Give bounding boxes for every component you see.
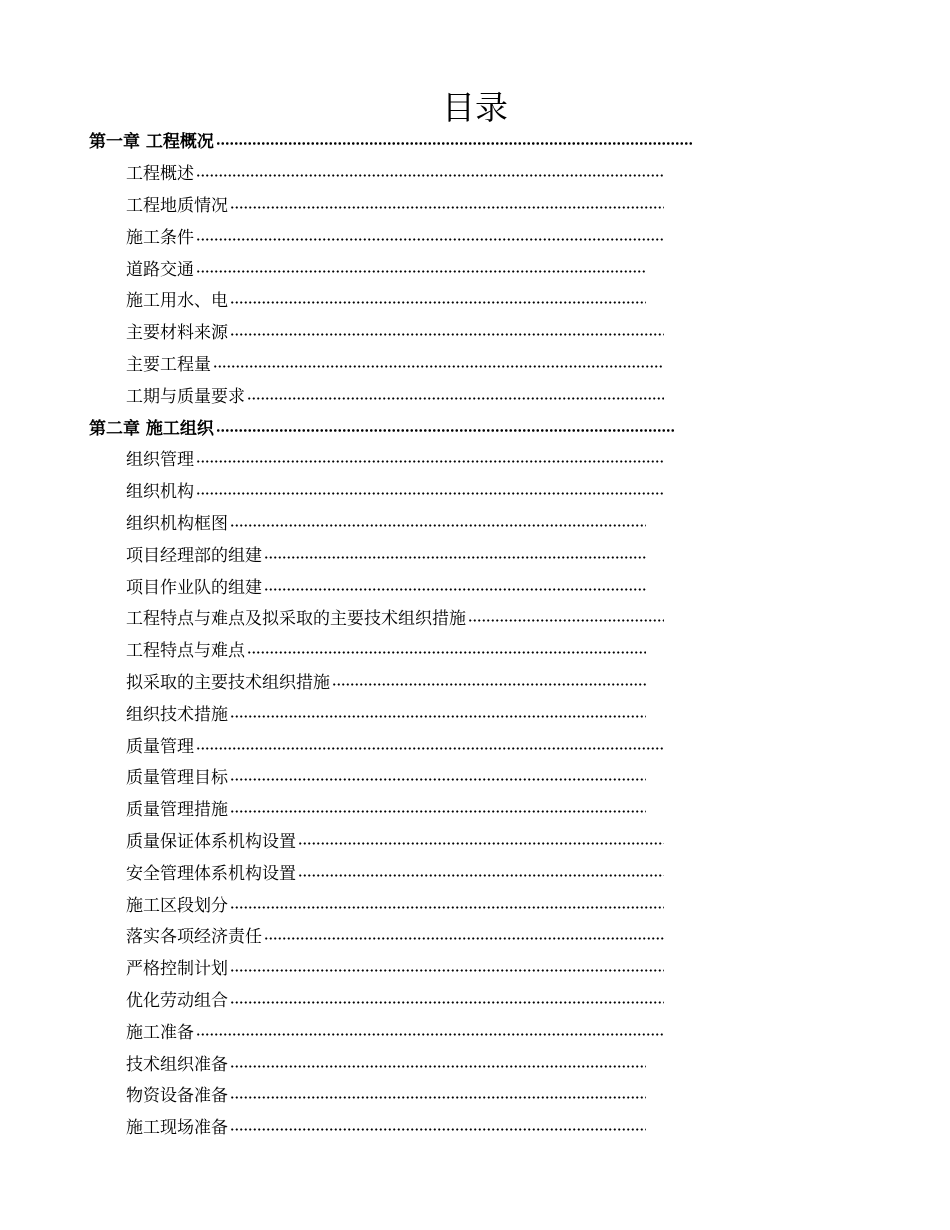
toc-entry-text: 质量管理目标 — [126, 768, 228, 789]
toc-section-entry[interactable] — [0, 824, 950, 856]
dot-leader — [230, 1001, 664, 1004]
toc-entry-text: 落实各项经济责任 — [126, 927, 262, 948]
dot-leader — [230, 810, 646, 813]
toc-entry-text: 组织技术措施 — [126, 704, 228, 725]
toc-entry-text: 组织机构 — [126, 482, 194, 503]
dot-leader — [468, 619, 664, 622]
toc-section-entry[interactable] — [0, 251, 950, 283]
dot-leader — [230, 906, 664, 909]
toc-entry-text: 道路交通 — [126, 259, 194, 280]
toc-entry-text: 组织管理 — [126, 450, 194, 471]
toc-section-entry[interactable] — [0, 537, 950, 569]
dot-leader — [196, 238, 664, 241]
dot-leader — [298, 874, 664, 877]
toc-entry-text: 工程概述 — [126, 164, 194, 185]
dot-leader — [230, 1128, 646, 1131]
toc-section-entry[interactable] — [0, 792, 950, 824]
toc-entry-text: 安全管理体系机构设置 — [126, 863, 296, 884]
toc-entry-text: 质量管理 — [126, 736, 194, 757]
toc-entry-text: 工程地质情况 — [126, 195, 228, 216]
toc-entry-text: 质量保证体系机构设置 — [126, 831, 296, 852]
toc-section-entry[interactable] — [0, 474, 950, 506]
toc-entry-text: 施工准备 — [126, 1022, 194, 1043]
toc-entry-text: 主要材料来源 — [126, 323, 228, 344]
dot-leader — [298, 842, 664, 845]
dot-leader — [196, 492, 664, 495]
toc-section-entry[interactable] — [0, 887, 950, 919]
toc-section-entry[interactable] — [0, 919, 950, 951]
toc-section-entry[interactable] — [0, 219, 950, 251]
dot-leader — [213, 365, 664, 368]
toc-entry-text: 工程特点与难点 — [126, 641, 245, 662]
toc-section-entry[interactable] — [0, 442, 950, 474]
toc-entry-text: 组织机构框图 — [126, 513, 228, 534]
toc-entry-text: 技术组织准备 — [126, 1054, 228, 1075]
toc-entry-text: 施工用水、电 — [126, 291, 228, 312]
toc-entry-text: 拟采取的主要技术组织措施 — [126, 672, 330, 693]
toc-chapter-entry[interactable] — [0, 124, 950, 156]
toc-section-entry[interactable] — [0, 1110, 950, 1142]
toc-entry-text: 优化劳动组合 — [126, 990, 228, 1011]
toc-section-entry[interactable] — [0, 1078, 950, 1110]
toc-entry-text: 施工条件 — [126, 227, 194, 248]
dot-leader — [196, 270, 646, 273]
dot-leader — [230, 1065, 646, 1068]
toc-entry-text: 物资设备准备 — [126, 1086, 228, 1107]
toc-entry-text: 工程特点与难点及拟采取的主要技术组织措施 — [126, 609, 466, 630]
dot-leader — [230, 969, 664, 972]
dot-leader — [196, 174, 664, 177]
toc-section-entry[interactable] — [0, 760, 950, 792]
toc-section-entry[interactable] — [0, 347, 950, 379]
toc-section-entry[interactable] — [0, 506, 950, 538]
toc-entry-text: 施工区段划分 — [126, 895, 228, 916]
dot-leader — [332, 683, 646, 686]
toc-entry-text: 严格控制计划 — [126, 959, 228, 980]
toc-entry-text: 主要工程量 — [126, 354, 211, 375]
dot-leader — [216, 429, 674, 432]
toc-section-entry[interactable] — [0, 696, 950, 728]
toc-section-entry[interactable] — [0, 1046, 950, 1078]
dot-leader — [230, 333, 664, 336]
toc-section-entry[interactable] — [0, 601, 950, 633]
dot-leader — [196, 1033, 664, 1036]
toc-section-entry[interactable] — [0, 855, 950, 887]
toc-section-entry[interactable] — [0, 378, 950, 410]
dot-leader — [247, 651, 646, 654]
toc-section-entry[interactable] — [0, 569, 950, 601]
toc-chapter-entry[interactable] — [0, 410, 950, 442]
dot-leader — [264, 937, 664, 940]
dot-leader — [264, 556, 646, 559]
dot-leader — [264, 588, 646, 591]
dot-leader — [196, 460, 664, 463]
toc-section-entry[interactable] — [0, 283, 950, 315]
toc-section-entry[interactable] — [0, 315, 950, 347]
dot-leader — [247, 397, 664, 400]
toc-section-entry[interactable] — [0, 983, 950, 1015]
dot-leader — [230, 778, 646, 781]
toc-title: 目录 — [442, 88, 508, 127]
toc-section-entry[interactable] — [0, 665, 950, 697]
dot-leader — [230, 206, 664, 209]
dot-leader — [230, 715, 646, 718]
dot-leader — [216, 142, 692, 145]
toc-list — [0, 124, 950, 1142]
toc-entry-text: 第一章 工程概况 — [89, 132, 214, 153]
dot-leader — [196, 747, 664, 750]
toc-entry-text: 项目经理部的组建 — [126, 545, 262, 566]
toc-section-entry[interactable] — [0, 951, 950, 983]
toc-section-entry[interactable] — [0, 188, 950, 220]
toc-entry-text: 第二章 施工组织 — [89, 418, 214, 439]
toc-section-entry[interactable] — [0, 728, 950, 760]
toc-entry-text: 质量管理措施 — [126, 800, 228, 821]
toc-section-entry[interactable] — [0, 633, 950, 665]
dot-leader — [230, 1096, 646, 1099]
toc-entry-text: 项目作业队的组建 — [126, 577, 262, 598]
toc-entry-text: 工期与质量要求 — [126, 386, 245, 407]
toc-entry-text: 施工现场准备 — [126, 1118, 228, 1139]
toc-section-entry[interactable] — [0, 156, 950, 188]
dot-leader — [230, 524, 646, 527]
toc-section-entry[interactable] — [0, 1014, 950, 1046]
dot-leader — [230, 301, 646, 304]
